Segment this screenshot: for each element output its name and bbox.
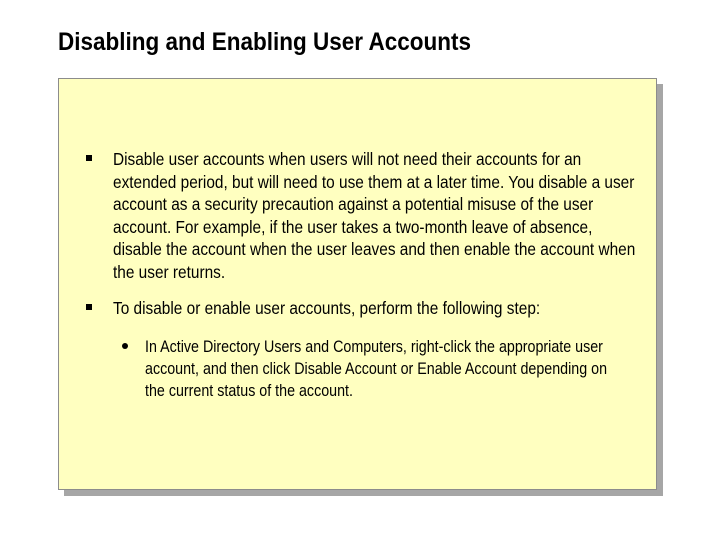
sub-bullet-list [113,336,656,402]
round-bullet-icon [122,343,128,349]
square-bullet-icon [86,304,92,310]
bullet-list [86,148,656,414]
bullet-text: Disable user accounts when users will not need their accounts for an extended period, but will need to use them at a later time. You disable a user account as a security precaution against a potential misuse of the user account. For example, if the user takes a two-month leave of absence, disable the account when the user leaves and then enable the account when the user returns. [113,149,636,282]
square-bullet-icon [86,155,92,161]
sub-bullet-text: In Active Directory Users and Computers, right-click the appropriate user account, and then click Disable Account or Enable Account depending on the current status of the account. [145,336,608,400]
bullet-item [86,297,656,402]
bullet-text: To disable or enable user accounts, perform the following step: [113,298,541,318]
sub-bullet-item [113,336,656,402]
slide-title: Disabling and Enabling User Accounts [58,28,471,56]
bullet-item [86,148,656,283]
